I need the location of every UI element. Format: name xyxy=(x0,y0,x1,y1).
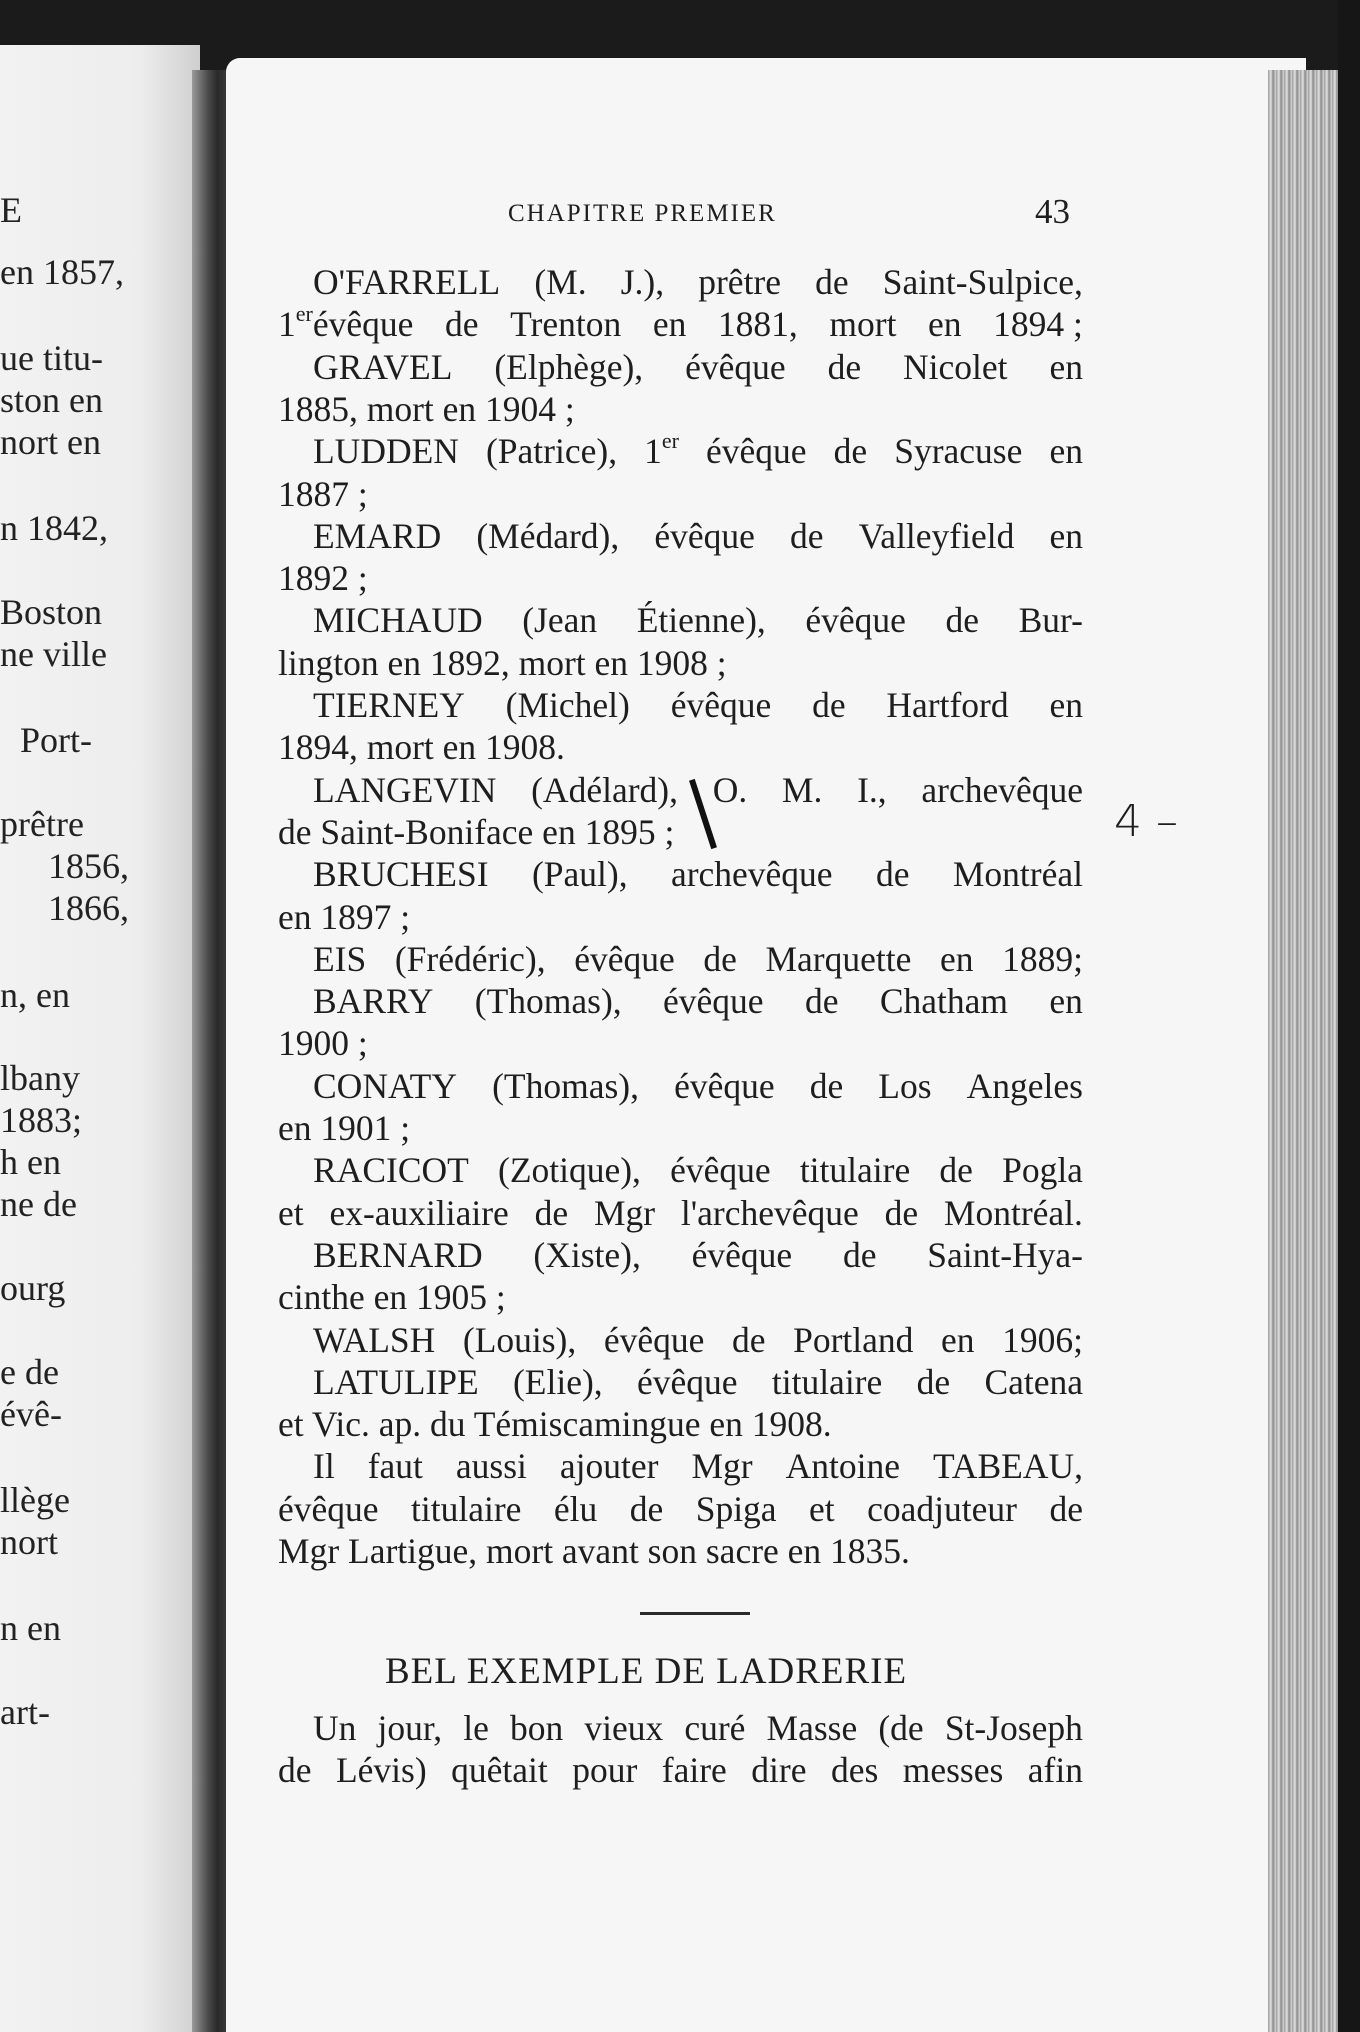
text-line xyxy=(313,853,1083,895)
left-page-line: nort en xyxy=(0,422,101,462)
text-line xyxy=(278,642,1083,684)
word: 1881, xyxy=(717,304,798,345)
word: Chatham xyxy=(879,981,1009,1022)
word: de xyxy=(809,1065,844,1106)
left-page-line: ourg xyxy=(0,1268,66,1308)
word: Bur- xyxy=(1018,600,1083,641)
word: dire xyxy=(751,1750,807,1791)
text-line xyxy=(278,557,1083,599)
word xyxy=(278,303,413,345)
word: des xyxy=(830,1750,879,1791)
word: évêque xyxy=(691,1234,793,1275)
word: ex-auxiliaire xyxy=(329,1192,509,1233)
word: de xyxy=(842,1234,877,1275)
left-page-line: évê- xyxy=(0,1394,62,1434)
left-page-line: llège xyxy=(0,1480,70,1520)
word: 1892 ; xyxy=(278,558,368,599)
word: de xyxy=(703,938,737,979)
word: Trenton xyxy=(510,304,622,345)
word: de xyxy=(875,854,910,895)
word: (Xiste), xyxy=(533,1234,641,1275)
word: (Elie), xyxy=(512,1361,603,1402)
word: BARRY xyxy=(313,981,434,1022)
text-line xyxy=(313,1361,1083,1403)
word: EMARD xyxy=(313,515,442,556)
word: en xyxy=(1049,981,1083,1022)
text-line xyxy=(278,1276,1083,1318)
text-line xyxy=(278,896,1083,938)
word: de xyxy=(916,1361,951,1402)
word: évêque xyxy=(805,600,906,641)
word: I., xyxy=(857,769,887,810)
word: de xyxy=(884,1192,919,1233)
word: coadjuteur xyxy=(867,1488,1017,1529)
text-line xyxy=(278,1749,1083,1791)
text-line xyxy=(278,726,1083,768)
word: de xyxy=(1049,1488,1083,1529)
text-line xyxy=(278,1403,1083,1445)
word: 1887 ; xyxy=(278,473,368,514)
word: prêtre xyxy=(698,262,782,302)
word: Marquette xyxy=(765,938,912,979)
word: pour xyxy=(572,1750,638,1791)
word: en xyxy=(1049,685,1083,725)
word: Pogla xyxy=(1002,1150,1083,1191)
word: TABEAU, xyxy=(932,1446,1083,1487)
left-page-line: en 1857, xyxy=(0,252,124,292)
word xyxy=(644,430,679,472)
left-page-line: n 1842, xyxy=(0,508,108,548)
word-base: 1 xyxy=(278,304,296,345)
word: évêque xyxy=(670,1150,771,1191)
text-line xyxy=(278,388,1083,430)
word: évêque xyxy=(674,1065,775,1106)
word: Étienne), xyxy=(636,600,766,641)
section-divider xyxy=(640,1612,750,1615)
word: (Adélard), xyxy=(531,769,678,810)
word: GRAVEL xyxy=(313,346,453,387)
word: MICHAUD xyxy=(313,600,483,641)
word: LATULIPE xyxy=(313,1361,479,1402)
word: 1889; xyxy=(1002,938,1083,979)
word: évêque xyxy=(685,346,786,387)
text-line xyxy=(313,1319,1083,1361)
text-line xyxy=(313,1234,1083,1276)
word: 1906; xyxy=(1002,1319,1083,1360)
word: titulaire xyxy=(799,1150,911,1191)
word: (Patrice), xyxy=(485,431,618,472)
word: Mgr Lartigue, mort avant son sacre en 1835. xyxy=(278,1531,910,1571)
left-page-line: prêtre xyxy=(0,804,84,844)
word: (de xyxy=(878,1708,924,1748)
text-line xyxy=(313,515,1083,557)
text-line xyxy=(278,1107,1083,1149)
text-line xyxy=(313,1149,1083,1191)
left-page-line: Port- xyxy=(20,720,92,760)
text-line xyxy=(313,430,1083,472)
word: (Jean xyxy=(522,600,598,641)
word: (Michel) xyxy=(505,685,630,725)
text-line xyxy=(313,1445,1083,1487)
word: RACICOT xyxy=(313,1150,469,1191)
word: de xyxy=(789,515,824,556)
word: 1894, mort en 1908. xyxy=(278,727,565,768)
word: M. xyxy=(781,769,823,810)
word: titulaire xyxy=(771,1361,883,1402)
word: (Paul), xyxy=(531,854,628,895)
word: Angeles xyxy=(966,1065,1083,1106)
word: de xyxy=(833,431,868,472)
word: quêtait xyxy=(451,1750,548,1791)
word: St-Joseph xyxy=(944,1708,1083,1748)
word: de xyxy=(815,262,849,302)
word: en 1897 ; xyxy=(278,896,411,937)
word: et xyxy=(278,1192,304,1233)
left-page-line: lbany xyxy=(0,1058,80,1098)
word: 1900 ; xyxy=(278,1023,368,1064)
text-line xyxy=(313,599,1083,641)
word: Lévis) xyxy=(335,1750,427,1791)
word: évêque xyxy=(603,1319,705,1360)
word: Antoine xyxy=(785,1446,900,1487)
text-line xyxy=(278,811,1083,853)
text-line xyxy=(278,303,1083,345)
left-page-line: ne ville xyxy=(0,634,107,674)
section-title: BEL EXEMPLE DE LADRERIE xyxy=(385,1651,908,1692)
word: l'archevêque xyxy=(680,1192,859,1233)
word: de xyxy=(812,685,846,725)
text-line xyxy=(313,1065,1083,1107)
text-line xyxy=(313,980,1083,1022)
word: Syracuse xyxy=(894,431,1023,472)
word: vieux xyxy=(584,1708,664,1748)
page-number: 43 xyxy=(1035,192,1070,231)
left-page-line: h en xyxy=(0,1142,61,1182)
word: évêque xyxy=(706,431,807,472)
word: bon xyxy=(509,1708,564,1748)
word: Spiga xyxy=(695,1488,777,1529)
word: Montréal. xyxy=(943,1192,1083,1233)
background-edge xyxy=(1338,0,1360,2032)
word: Los xyxy=(878,1065,932,1106)
word: de xyxy=(534,1192,569,1233)
word: Un xyxy=(313,1708,357,1748)
word: évêque xyxy=(654,515,755,556)
word: et xyxy=(809,1488,835,1529)
word: (M. xyxy=(534,262,587,302)
handwritten-margin-note: 4 – xyxy=(1114,796,1178,847)
text-line xyxy=(278,473,1083,515)
word: en xyxy=(939,938,974,979)
word: (Frédéric), xyxy=(394,938,546,979)
left-page-line: E xyxy=(0,190,22,230)
word: 1885, mort en 1904 ; xyxy=(278,388,575,429)
word: Portland xyxy=(793,1319,914,1360)
word: évêque xyxy=(278,1488,379,1529)
word: titulaire xyxy=(411,1488,522,1529)
word: (Zotique), xyxy=(498,1150,641,1191)
left-page-line: ue titu- xyxy=(0,338,103,378)
left-page-line: n, en xyxy=(0,975,70,1015)
word: évêque xyxy=(574,938,675,979)
left-page-line: Boston xyxy=(0,592,103,632)
word: EIS xyxy=(313,938,367,979)
page-edges xyxy=(1268,70,1338,2032)
word: de xyxy=(804,981,839,1022)
word: en xyxy=(928,304,962,345)
word: afin xyxy=(1027,1750,1083,1791)
word: Montréal xyxy=(952,854,1083,895)
word: en xyxy=(652,304,687,345)
word: LUDDEN xyxy=(313,431,459,472)
word: J.), xyxy=(620,262,665,302)
word: Hartford xyxy=(886,685,1009,725)
text-line xyxy=(313,346,1083,388)
word: BERNARD xyxy=(313,1234,483,1275)
superscript: er xyxy=(661,428,679,454)
left-page-line: n en xyxy=(0,1608,61,1648)
word: en xyxy=(1049,346,1083,387)
word: de xyxy=(278,1750,312,1791)
running-header: CHAPITRE PREMIER xyxy=(508,200,777,227)
word: archevêque xyxy=(670,854,833,895)
word: évêque xyxy=(637,1361,738,1402)
word: TIERNEY xyxy=(313,685,465,725)
word: 1894 ; xyxy=(993,304,1083,345)
word: Il xyxy=(313,1446,335,1487)
word: le xyxy=(463,1708,489,1748)
text-line xyxy=(278,1192,1083,1234)
word: cinthe en 1905 ; xyxy=(278,1277,506,1318)
word-tail: évêque xyxy=(312,304,414,345)
text-line xyxy=(313,938,1083,980)
word: de xyxy=(939,1150,973,1191)
left-page-line: e de xyxy=(0,1352,59,1392)
word: et Vic. ap. du Témiscamingue en 1908. xyxy=(278,1404,832,1445)
word: O'FARRELL xyxy=(313,262,501,302)
word: Masse xyxy=(766,1708,858,1748)
word: élu xyxy=(553,1488,598,1529)
word: de xyxy=(945,600,980,641)
word: (Thomas), xyxy=(474,981,622,1022)
word: Mgr xyxy=(691,1446,753,1487)
word: (Elphège), xyxy=(494,346,644,387)
word: aussi xyxy=(455,1446,527,1487)
word: (Médard), xyxy=(476,515,620,556)
left-page-line: 1856, xyxy=(48,846,129,886)
word: faire xyxy=(661,1750,727,1791)
word: faut xyxy=(367,1446,423,1487)
word: (Louis), xyxy=(462,1319,577,1360)
left-page-line: 1866, xyxy=(48,888,129,928)
word: mort xyxy=(829,304,897,345)
word: Nicolet xyxy=(903,346,1008,387)
word: Valleyfield xyxy=(858,515,1015,556)
word: Saint-Sulpice, xyxy=(882,262,1083,302)
left-page-line: ne de xyxy=(0,1184,77,1224)
word: en xyxy=(941,1319,975,1360)
book-gutter xyxy=(192,70,228,2032)
left-page-line: 1883; xyxy=(0,1100,83,1140)
left-page-line: ston en xyxy=(0,380,103,420)
word: jour, xyxy=(377,1708,443,1748)
word: évêque xyxy=(663,981,764,1022)
word: évêque xyxy=(670,685,772,725)
word: lington en 1892, mort en 1908 ; xyxy=(278,642,727,683)
word: O. xyxy=(712,769,748,810)
text-line xyxy=(278,1488,1083,1530)
word: en 1901 ; xyxy=(278,1108,411,1148)
text-line xyxy=(313,684,1083,726)
word: LANGEVIN xyxy=(313,769,497,810)
word: messes xyxy=(902,1750,1004,1791)
word: ajouter xyxy=(559,1446,659,1487)
word: de xyxy=(731,1319,766,1360)
word: Mgr xyxy=(593,1192,656,1233)
word: de Saint-Boniface en 1895 ; xyxy=(278,811,675,852)
left-page-line: nort xyxy=(0,1522,58,1562)
text-line xyxy=(313,261,1083,303)
word: en xyxy=(1049,431,1083,472)
text-line xyxy=(278,1022,1083,1064)
text-line xyxy=(278,1530,1083,1572)
word: curé xyxy=(684,1708,746,1748)
word: de xyxy=(827,346,862,387)
superscript: er xyxy=(295,301,313,327)
word: CONATY xyxy=(313,1065,457,1106)
word-base: 1 xyxy=(644,431,662,472)
word: de xyxy=(444,304,479,345)
word: de xyxy=(629,1488,664,1529)
left-page-line: art- xyxy=(0,1692,50,1732)
word: WALSH xyxy=(313,1319,436,1360)
word: (Thomas), xyxy=(492,1065,639,1106)
text-line xyxy=(313,1707,1083,1749)
word: Saint-Hya- xyxy=(927,1234,1083,1275)
word: Catena xyxy=(984,1361,1083,1402)
word: en xyxy=(1049,515,1083,556)
word: archevêque xyxy=(921,769,1083,810)
word: BRUCHESI xyxy=(313,854,489,895)
